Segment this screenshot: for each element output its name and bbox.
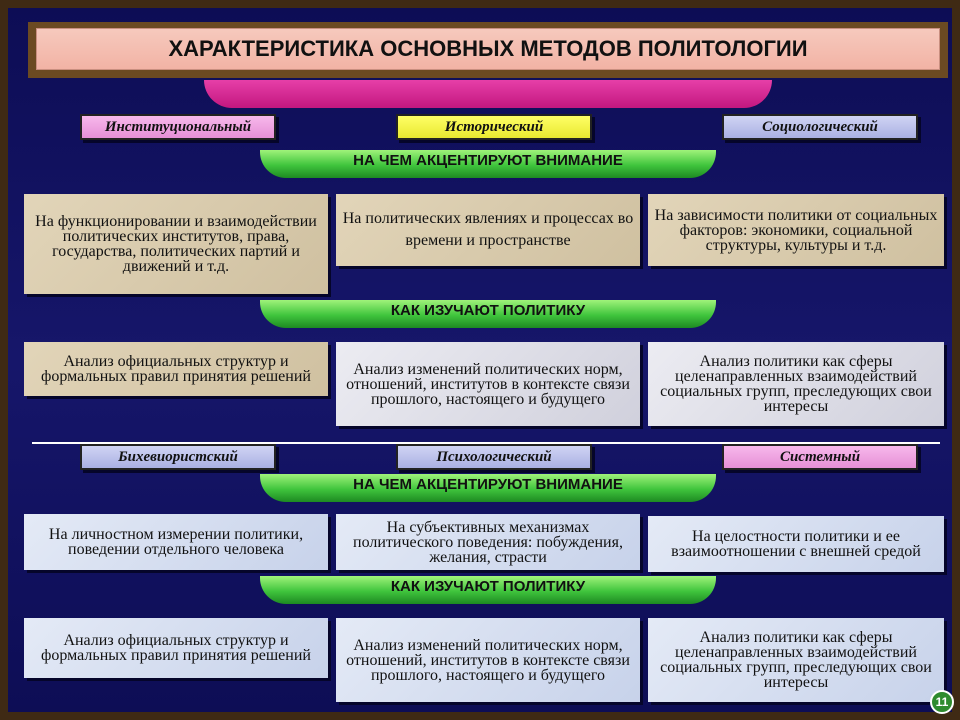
focus-box-institutional: На функционировании и взаимодействии политических институтов, права, государства, политических партий и движений и т.д. xyxy=(24,194,328,294)
method-tag-behaviorist: Бихевиористский xyxy=(80,444,276,470)
study-banner-top: КАК ИЗУЧАЮТ ПОЛИТИКУ xyxy=(260,300,716,328)
page-title: ХАРАКТЕРИСТИКА ОСНОВНЫХ МЕТОДОВ ПОЛИТОЛОГИИ xyxy=(36,28,940,70)
method-tag-historical: Исторический xyxy=(396,114,592,140)
focus-banner-top: НА ЧЕМ АКЦЕНТИРУЮТ ВНИМАНИЕ xyxy=(260,150,716,178)
focus-box-historical: На политических явлениях и процессах во времени и пространстве xyxy=(336,194,640,266)
decorative-banner xyxy=(204,80,772,108)
study-box-institutional: Анализ официальных структур и формальных правил принятия решений xyxy=(24,342,328,396)
focus-box-systemic: На целостности политики и ее взаимоотношении с внешней средой xyxy=(648,516,944,572)
focus-box-sociological: На зависимости политики от социальных факторов: экономики, социальной структуры, культуры и т.д. xyxy=(648,194,944,266)
method-tag-psychological: Психологический xyxy=(396,444,592,470)
method-tag-systemic: Системный xyxy=(722,444,918,470)
title-bar xyxy=(28,22,948,78)
study-box-psychological: Анализ изменений политических норм, отношений, институтов в контексте связи прошлого, настоящего и будущего xyxy=(336,618,640,702)
focus-box-behaviorist: На личностном измерении политики, поведении отдельного человека xyxy=(24,514,328,570)
focus-banner-bottom: НА ЧЕМ АКЦЕНТИРУЮТ ВНИМАНИЕ xyxy=(260,474,716,502)
study-box-systemic: Анализ политики как сферы целенаправленных взаимодействий социальных групп, преследующих свои интересы xyxy=(648,618,944,702)
focus-box-psychological: На субъективных механизмах политического поведения: побуждения, желания, страсти xyxy=(336,514,640,570)
study-box-historical: Анализ изменений политических норм, отношений, институтов в контексте связи прошлого, настоящего и будущего xyxy=(336,342,640,426)
method-tag-institutional: Институциональный xyxy=(80,114,276,140)
method-tag-sociological: Социологический xyxy=(722,114,918,140)
study-banner-bottom: КАК ИЗУЧАЮТ ПОЛИТИКУ xyxy=(260,576,716,604)
slide xyxy=(8,8,952,712)
page-number-badge: 11 xyxy=(930,690,954,714)
study-box-sociological: Анализ политики как сферы целенаправленных взаимодействий социальных групп, преследующих свои интересы xyxy=(648,342,944,426)
study-box-behaviorist: Анализ официальных структур и формальных правил принятия решений xyxy=(24,618,328,678)
